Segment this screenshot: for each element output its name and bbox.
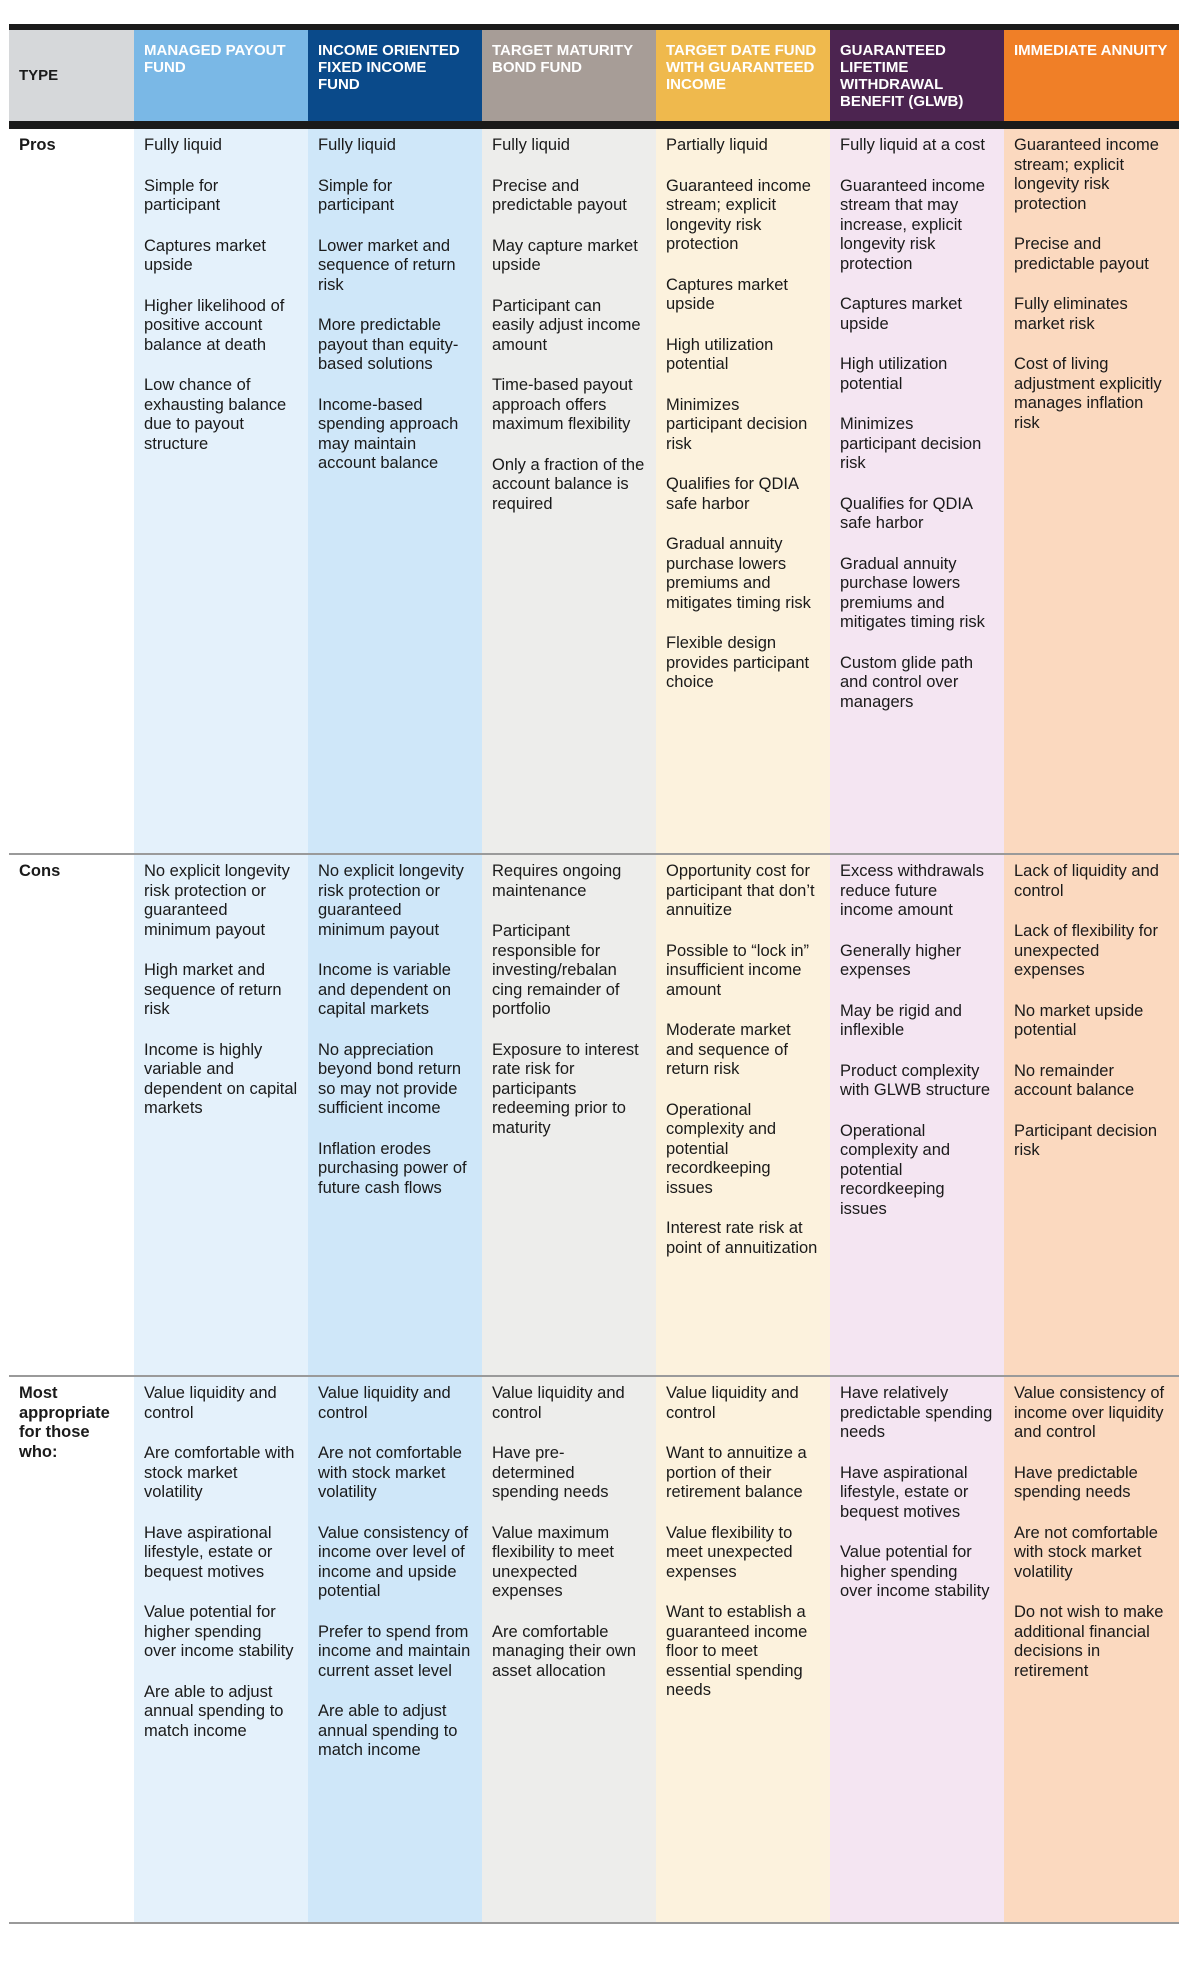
table-cell [656, 855, 830, 1375]
list-item: Participant responsible for investing/rebalan cing remainder of portfolio [492, 922, 620, 1018]
list-item: Captures market upside [840, 295, 962, 333]
list-item: Value liquidity and control [666, 1384, 799, 1422]
list-item: Fully liquid [144, 136, 222, 154]
table-cell [134, 855, 308, 1375]
table-cell [134, 1377, 308, 1922]
header-col-1: MANAGED PAYOUT FUND [134, 30, 308, 121]
list-item: Fully eliminates market risk [1014, 295, 1128, 333]
list-item: Income is highly variable and dependent on capital markets [144, 1040, 298, 1117]
header-type: TYPE [9, 30, 134, 121]
list-item: Qualifies for QDIA safe harbor [666, 475, 799, 513]
list-item: More predictable payout than equity-based solutions [318, 316, 459, 373]
list-item: Moderate market and sequence of return risk [666, 1021, 791, 1078]
list-item: Fully liquid [492, 136, 570, 154]
list-item: Captures market upside [144, 236, 266, 274]
table-cell [830, 1377, 1004, 1922]
bottom-rule [9, 1922, 1179, 1924]
table-cell [1004, 1377, 1179, 1922]
list-item: No explicit longevity risk protection or guaranteed minimum payout [318, 862, 464, 939]
header-rule [9, 121, 1179, 129]
header-col-6: IMMEDIATE ANNUITY [1004, 30, 1179, 121]
row-label: Cons [19, 862, 61, 880]
list-item: Simple for participant [144, 176, 221, 214]
list-item: Higher likelihood of positive account balance at death [144, 296, 285, 354]
header-col-2: INCOME ORIENTED FIXED INCOME FUND [308, 30, 482, 121]
list-item: Guaranteed income stream; explicit longevity risk protection [666, 176, 811, 253]
list-item: Participant decision risk [1014, 1121, 1158, 1159]
list-item: Value liquidity and control [492, 1384, 625, 1422]
list-item: Possible to “lock in” insufficient income amount [666, 941, 810, 999]
list-item: Value liquidity and control [318, 1384, 451, 1422]
list-item: Low chance of exhausting balance due to payout structure [144, 376, 287, 453]
list-item: Have aspirational lifestyle, estate or bequest motives [840, 1463, 969, 1521]
list-item: Prefer to spend from income and maintain current asset level [318, 1622, 471, 1680]
list-item: Simple for participant [318, 176, 395, 214]
list-item: High utilization potential [840, 355, 948, 393]
list-item: Are comfortable with stock market volatility [144, 1444, 295, 1501]
list-item: Want to establish a guaranteed income floor to meet essential spending needs [666, 1603, 808, 1699]
list-item: Lack of flexibility for unexpected expenses [1014, 922, 1158, 979]
list-item: Fully liquid [318, 136, 396, 154]
list-item: Have aspirational lifestyle, estate or bequest motives [144, 1523, 273, 1581]
list-item: Are comfortable managing their own asset allocation [492, 1622, 637, 1680]
list-item: Are able to adjust annual spending to match income [144, 1682, 284, 1740]
list-item: Fully liquid at a cost [840, 136, 985, 154]
list-item: Minimizes participant decision risk [840, 415, 982, 472]
list-item: Are able to adjust annual spending to match income [318, 1702, 458, 1759]
list-item: No market upside potential [1014, 1001, 1144, 1039]
list-item: Excess withdrawals reduce future income amount [840, 862, 984, 919]
list-item: Precise and predictable payout [1014, 235, 1149, 273]
table-cell [656, 129, 830, 853]
list-item: High utilization potential [666, 335, 774, 373]
header-col-3: TARGET MATURITY BOND FUND [482, 30, 656, 121]
list-item: Exposure to interest rate risk for participants redeeming prior to maturity [492, 1040, 639, 1137]
list-item: Interest rate risk at point of annuitization [666, 1219, 818, 1257]
table-cell [830, 129, 1004, 853]
list-item: Are not comfortable with stock market volatility [318, 1444, 462, 1501]
list-item: Value consistency of income over level of income and upside potential [318, 1523, 469, 1600]
list-item: No remainder account balance [1014, 1061, 1135, 1099]
list-item: Value potential for higher spending over income stability [144, 1603, 294, 1660]
list-item: Gradual annuity purchase lowers premiums and mitigates timing risk [840, 554, 985, 631]
list-item: May be rigid and inflexible [840, 1001, 962, 1039]
list-item: Time-based payout approach offers maximum flexibility [492, 376, 633, 433]
list-item: Qualifies for QDIA safe harbor [840, 494, 973, 532]
row-most-appropriate [9, 1377, 1179, 1922]
list-item: Operational complexity and potential recordkeeping issues [666, 1100, 777, 1197]
list-item: Captures market upside [666, 275, 788, 313]
list-item: Partially liquid [666, 136, 768, 154]
list-item: Income is variable and dependent on capital markets [318, 961, 452, 1018]
list-item: Are not comfortable with stock market volatility [1014, 1523, 1158, 1581]
list-item: Gradual annuity purchase lowers premiums and mitigates timing risk [666, 535, 811, 612]
list-item: May capture market upside [492, 236, 638, 274]
list-item: Minimizes participant decision risk [666, 395, 808, 453]
list-item: Want to annuitize a portion of their retirement balance [666, 1444, 807, 1501]
table-cell [482, 855, 656, 1375]
list-item: Income-based spending approach may maintain account balance [318, 395, 459, 472]
row-label: Pros [19, 136, 56, 154]
list-item: Participant can easily adjust income amount [492, 296, 641, 354]
table-cell [134, 129, 308, 853]
list-item: No explicit longevity risk protection or guaranteed minimum payout [144, 862, 290, 939]
list-item: Value consistency of income over liquidity and control [1014, 1384, 1165, 1441]
list-item: Have pre-determined spending needs [492, 1444, 609, 1501]
list-item: Generally higher expenses [840, 941, 962, 979]
row-label: Most appropriate for those who: [19, 1384, 110, 1461]
list-item: No appreciation beyond bond return so may not provide sufficient income [318, 1040, 462, 1117]
table-cell [1004, 855, 1179, 1375]
list-item: Have predictable spending needs [1014, 1463, 1138, 1501]
table-header [9, 30, 1179, 121]
list-item: Cost of living adjustment explicitly manages inflation risk [1014, 355, 1162, 432]
table-cell [830, 855, 1004, 1375]
list-item: Do not wish to make additional financial decisions in retirement [1014, 1603, 1164, 1680]
list-item: Value flexibility to meet unexpected expenses [666, 1523, 793, 1581]
list-item: Value maximum flexibility to meet unexpected expenses [492, 1523, 614, 1600]
row-pros [9, 129, 1179, 853]
list-item: Have relatively predictable spending needs [840, 1384, 993, 1441]
list-item: Requires ongoing maintenance [492, 862, 622, 900]
list-item: Inflation erodes purchasing power of future cash flows [318, 1139, 467, 1197]
list-item: Guaranteed income stream; explicit longevity risk protection [1014, 136, 1159, 213]
table-cell [482, 129, 656, 853]
list-item: Product complexity with GLWB structure [840, 1061, 991, 1099]
header-col-4: TARGET DATE FUND WITH GUARANTEED INCOME [656, 30, 830, 121]
header-col-5: GUARANTEED LIFETIME WITHDRAWAL BENEFIT (GLWB) [830, 30, 1004, 121]
table-cell [656, 1377, 830, 1922]
list-item: Custom glide path and control over managers [840, 653, 973, 711]
list-item: Lower market and sequence of return risk [318, 236, 456, 294]
list-item: Value potential for higher spending over income stability [840, 1543, 990, 1600]
list-item: Precise and predictable payout [492, 176, 627, 214]
table-cell [308, 855, 482, 1375]
list-item: Value liquidity and control [144, 1384, 277, 1422]
list-item: Opportunity cost for participant that don’t annuitize [666, 862, 815, 919]
list-item: Lack of liquidity and control [1014, 862, 1159, 900]
list-item: High market and sequence of return risk [144, 961, 282, 1018]
table-cell [1004, 129, 1179, 853]
table-cell [308, 1377, 482, 1922]
table-cell [308, 129, 482, 853]
list-item: Only a fraction of the account balance is required [492, 455, 645, 513]
row-cons [9, 855, 1179, 1375]
table-cell [482, 1377, 656, 1922]
list-item: Flexible design provides participant choice [666, 634, 810, 691]
list-item: Guaranteed income stream that may increase, explicit longevity risk protection [840, 176, 985, 273]
comparison-table [9, 24, 1179, 1924]
list-item: Operational complexity and potential recordkeeping issues [840, 1121, 951, 1218]
